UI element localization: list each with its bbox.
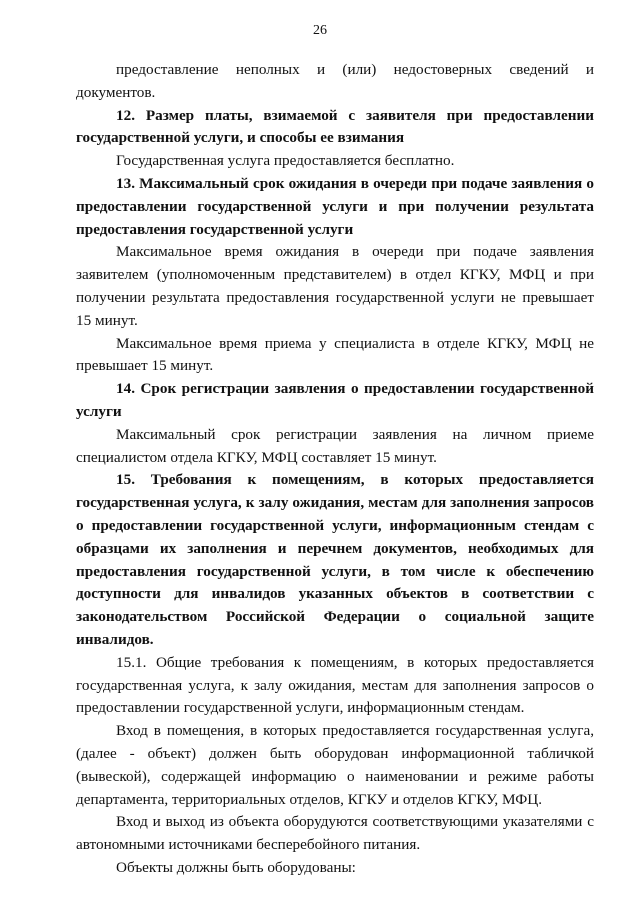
paragraph-entrance-exit: Вход и выход из объекта оборудуются соответствующими указателями с автономными источниками бесперебойного питания. <box>76 813 594 854</box>
paragraph-queue-time: Максимальное время ожидания в очереди при подаче заявления заявителем (уполномоченным представителем) в отдел КГКУ, МФЦ и при получении результата предоставления государственной услуги не превышает 15 минут. <box>76 243 594 329</box>
section-heading-15: 15. Требования к помещениям, в которых предоставляется государственная услуга, к залу ожидания, местам для заполнения запросов о предоставлении государственной услуги, информационным стендам с образцами их заполнения и перечнем документов, необходимых для предоставления государственной услуги, в том числе к обеспечению доступности для инвалидов указанных объектов в соответствии с законодательством Российской Федерации о социальной защите инвалидов. <box>76 471 594 648</box>
page-number: 26 <box>313 23 327 38</box>
paragraph-registration-time: Максимальный срок регистрации заявления на личном приеме специалистом отдела КГКУ, МФЦ составляет 15 минут. <box>76 425 594 466</box>
section-heading-14: 14. Срок регистрации заявления о предоставлении государственной услуги <box>76 380 594 420</box>
paragraph-continuation: предоставление неполных и (или) недостоверных сведений и документов. <box>76 61 594 101</box>
paragraph-reception-time: Максимальное время приема у специалиста в отделе КГКУ, МФЦ не превышает 15 минут. <box>76 334 594 375</box>
section-heading-13: 13. Максимальный срок ожидания в очереди при подаче заявления о предоставлении государственной услуги и при получении результата предоставления государственной услуги <box>76 174 594 238</box>
paragraph-equipment: Объекты должны быть оборудованы: <box>116 858 356 876</box>
section-heading-12: 12. Размер платы, взимаемой с заявителя при предоставлении государственной услуги, и способы ее взимания <box>76 106 594 147</box>
document-body <box>76 59 594 880</box>
paragraph-fee: Государственная услуга предоставляется бесплатно. <box>116 152 455 170</box>
paragraph-15-1: 15.1. Общие требования к помещениям, в которых предоставляется государственная услуга, к залу ожидания, местам для заполнения запросов о предоставлении государственной услуги, информационным стендам. <box>76 653 594 717</box>
paragraph-entrance-sign: Вход в помещения, в которых предоставляется государственная услуга, (далее - объект) должен быть оборудован информационной табличкой (вывеской), содержащей информацию о наименовании и режиме работы департамента, территориальных отделов, КГКУ и отделов КГКУ, МФЦ. <box>76 722 594 808</box>
